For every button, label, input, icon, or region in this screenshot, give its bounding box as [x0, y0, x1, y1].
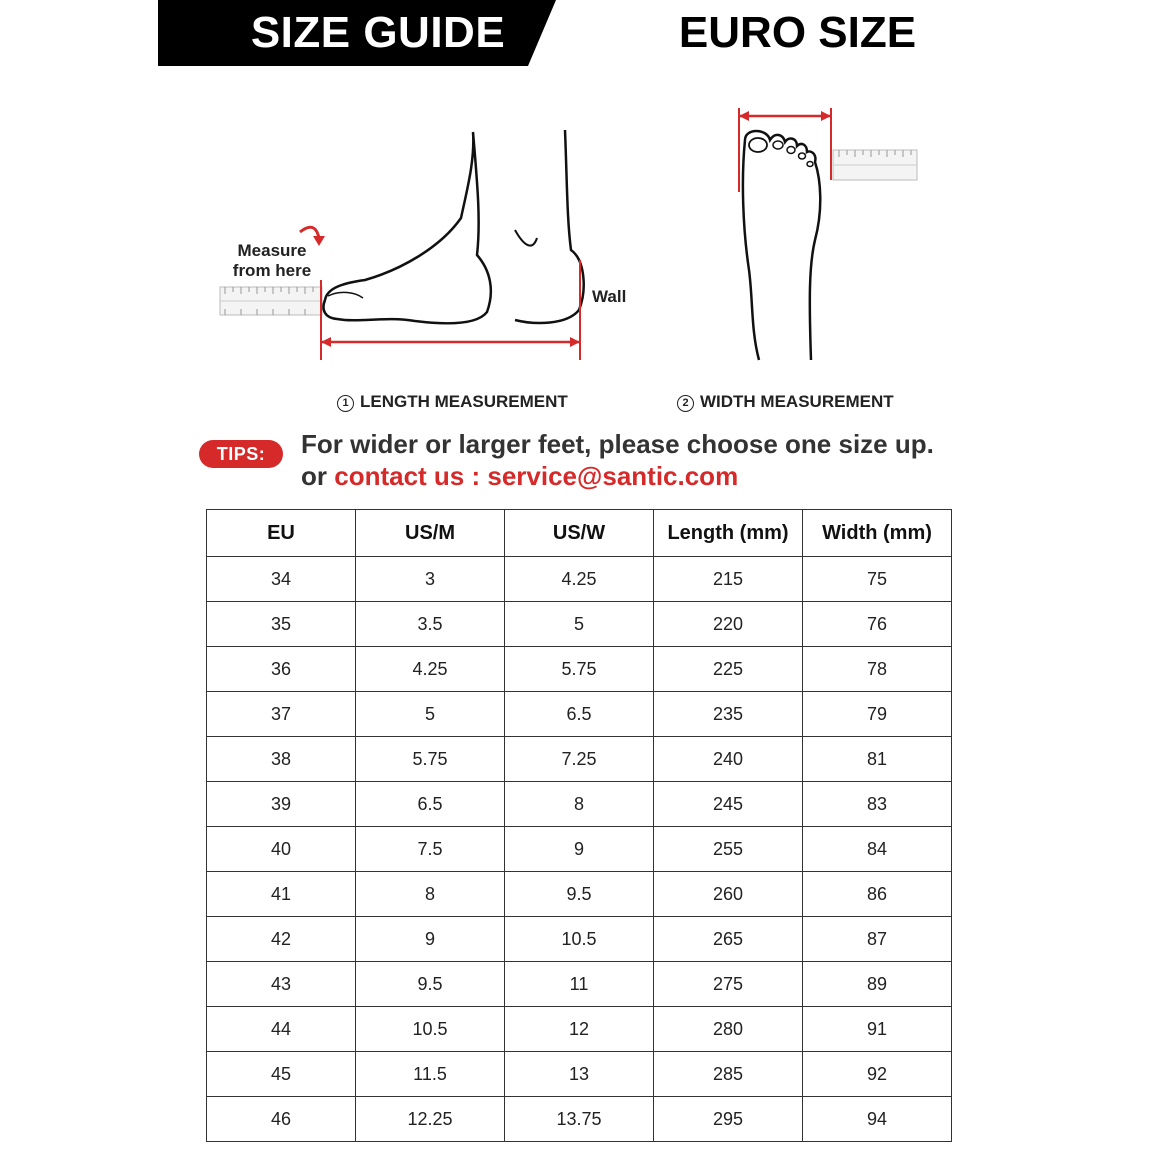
table-cell: 38	[207, 737, 356, 782]
table-cell: 8	[505, 782, 654, 827]
table-cell: 78	[803, 647, 952, 692]
size-chart-table	[206, 509, 952, 1142]
table-cell: 5.75	[356, 737, 505, 782]
table-cell: 295	[654, 1097, 803, 1142]
column-header: US/W	[505, 510, 654, 557]
table-row	[207, 557, 952, 602]
euro-size-title: EURO SIZE	[678, 8, 917, 57]
table-cell: 76	[803, 602, 952, 647]
table-cell: 5	[356, 692, 505, 737]
table-cell: 41	[207, 872, 356, 917]
table-cell: 89	[803, 962, 952, 1007]
table-row	[207, 1007, 952, 1052]
table-cell: 9.5	[356, 962, 505, 1007]
measure-from-here-label	[226, 241, 318, 281]
table-cell: 9	[356, 917, 505, 962]
width-measurement-caption	[677, 392, 894, 412]
table-cell: 35	[207, 602, 356, 647]
table-row	[207, 692, 952, 737]
table-cell: 4.25	[505, 557, 654, 602]
table-cell: 86	[803, 872, 952, 917]
measure-label-line1: Measure	[237, 241, 307, 260]
table-cell: 92	[803, 1052, 952, 1097]
tips-text-line1: For wider or larger feet, please choose one size up.	[301, 429, 934, 459]
table-cell: 7.25	[505, 737, 654, 782]
table-row	[207, 872, 952, 917]
table-cell: 84	[803, 827, 952, 872]
table-cell: 83	[803, 782, 952, 827]
table-cell: 13	[505, 1052, 654, 1097]
table-cell: 40	[207, 827, 356, 872]
table-row	[207, 827, 952, 872]
column-header: US/M	[356, 510, 505, 557]
table-cell: 10.5	[356, 1007, 505, 1052]
table-cell: 45	[207, 1052, 356, 1097]
table-cell: 245	[654, 782, 803, 827]
table-cell: 235	[654, 692, 803, 737]
table-cell: 225	[654, 647, 803, 692]
table-cell: 3.5	[356, 602, 505, 647]
table-cell: 285	[654, 1052, 803, 1097]
table-cell: 91	[803, 1007, 952, 1052]
title-banner	[158, 0, 556, 66]
length-caption-text: LENGTH MEASUREMENT	[360, 392, 568, 411]
table-cell: 6.5	[356, 782, 505, 827]
table-cell: 6.5	[505, 692, 654, 737]
table-cell: 5.75	[505, 647, 654, 692]
contact-email-link[interactable]: contact us : service@santic.com	[334, 461, 739, 491]
table-cell: 260	[654, 872, 803, 917]
wall-label: Wall	[592, 287, 627, 306]
ruler-icon	[220, 287, 322, 315]
table-cell: 220	[654, 602, 803, 647]
table-cell: 8	[356, 872, 505, 917]
table-cell: 43	[207, 962, 356, 1007]
tips-badge: TIPS:	[199, 440, 283, 468]
column-header: Width (mm)	[803, 510, 952, 557]
table-header-row	[207, 510, 952, 557]
table-cell: 79	[803, 692, 952, 737]
table-body	[207, 557, 952, 1142]
table-row	[207, 737, 952, 782]
table-row	[207, 962, 952, 1007]
caption-number-2: 2	[677, 395, 694, 412]
table-cell: 75	[803, 557, 952, 602]
table-cell: 81	[803, 737, 952, 782]
table-cell: 9.5	[505, 872, 654, 917]
tips-line2-prefix: or	[301, 461, 335, 491]
table-cell: 42	[207, 917, 356, 962]
table-cell: 34	[207, 557, 356, 602]
table-row	[207, 1052, 952, 1097]
width-caption-text: WIDTH MEASUREMENT	[700, 392, 894, 411]
ruler-icon	[833, 150, 917, 180]
table-cell: 240	[654, 737, 803, 782]
table-cell: 11.5	[356, 1052, 505, 1097]
table-cell: 44	[207, 1007, 356, 1052]
table-cell: 36	[207, 647, 356, 692]
table-cell: 265	[654, 917, 803, 962]
width-illustration	[725, 100, 925, 370]
table-row	[207, 1097, 952, 1142]
table-row	[207, 782, 952, 827]
table-cell: 4.25	[356, 647, 505, 692]
table-cell: 37	[207, 692, 356, 737]
table-cell: 280	[654, 1007, 803, 1052]
banner-title: SIZE GUIDE	[250, 8, 506, 57]
table-cell: 275	[654, 962, 803, 1007]
table-cell: 39	[207, 782, 356, 827]
table-cell: 215	[654, 557, 803, 602]
table-cell: 13.75	[505, 1097, 654, 1142]
table-cell: 46	[207, 1097, 356, 1142]
table-row	[207, 917, 952, 962]
length-measurement-caption	[337, 392, 568, 412]
table-row	[207, 647, 952, 692]
table-cell: 255	[654, 827, 803, 872]
table-cell: 11	[505, 962, 654, 1007]
column-header: Length (mm)	[654, 510, 803, 557]
table-cell: 12	[505, 1007, 654, 1052]
measure-label-line2: from here	[232, 261, 312, 280]
table-cell: 87	[803, 917, 952, 962]
table-row	[207, 602, 952, 647]
caption-number-1: 1	[337, 395, 354, 412]
table-cell: 5	[505, 602, 654, 647]
table-cell: 3	[356, 557, 505, 602]
table-cell: 12.25	[356, 1097, 505, 1142]
tips-text-line2	[301, 461, 738, 492]
table-cell: 7.5	[356, 827, 505, 872]
table-cell: 10.5	[505, 917, 654, 962]
table-cell: 94	[803, 1097, 952, 1142]
table-cell: 9	[505, 827, 654, 872]
top-foot-drawing	[725, 100, 925, 365]
column-header: EU	[207, 510, 356, 557]
